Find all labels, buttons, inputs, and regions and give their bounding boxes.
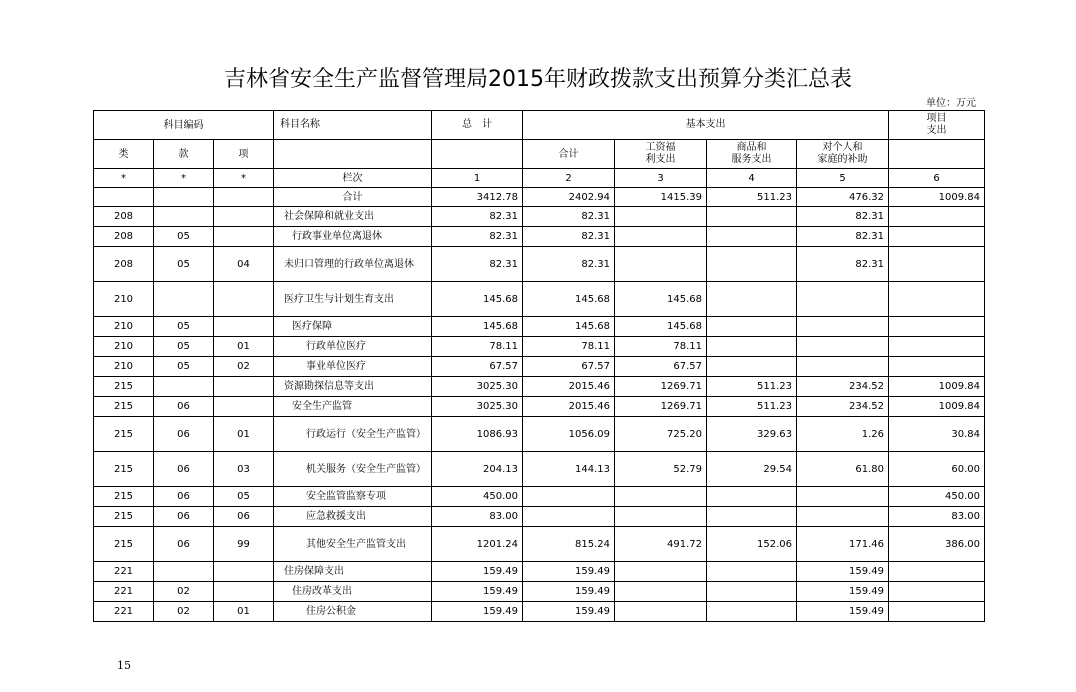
- cell-project: 450.00: [889, 487, 985, 507]
- cell-lei: 210: [94, 357, 154, 377]
- cell-xiang: [214, 227, 274, 247]
- cell-wage: 78.11: [615, 337, 707, 357]
- cell-project: 1009.84: [889, 397, 985, 417]
- cell-xiang: [214, 397, 274, 417]
- cell-kuan: 05: [154, 337, 214, 357]
- cell-total: 67.57: [432, 357, 523, 377]
- cell-total: 1201.24: [432, 527, 523, 562]
- cell-sum: 145.68: [523, 282, 615, 317]
- cell-xiang: [214, 207, 274, 227]
- table-row: [94, 397, 985, 417]
- header-star-3: *: [214, 169, 274, 188]
- cell-sum: 1056.09: [523, 417, 615, 452]
- cell-name: 行政运行（安全生产监管）: [274, 417, 432, 452]
- cell-lei: 221: [94, 582, 154, 602]
- cell-wage: 1415.39: [615, 188, 707, 207]
- cell-goods: 511.23: [707, 377, 797, 397]
- header-kuan: 款: [154, 140, 214, 169]
- cell-goods: [707, 247, 797, 282]
- cell-lei: 210: [94, 317, 154, 337]
- cell-goods: 29.54: [707, 452, 797, 487]
- table-row: [94, 582, 985, 602]
- cell-wage: [615, 582, 707, 602]
- cell-goods: 511.23: [707, 188, 797, 207]
- cell-kuan: [154, 562, 214, 582]
- cell-xiang: 03: [214, 452, 274, 487]
- cell-name: 应急救援支出: [274, 507, 432, 527]
- cell-personal: [797, 337, 889, 357]
- cell-kuan: [154, 282, 214, 317]
- header-blank-total: [432, 140, 523, 169]
- table-row: [94, 357, 985, 377]
- header-n4: 4: [707, 169, 797, 188]
- table-row: [94, 527, 985, 562]
- cell-total: 204.13: [432, 452, 523, 487]
- cell-goods: [707, 317, 797, 337]
- cell-total: 145.68: [432, 317, 523, 337]
- cell-lei: 215: [94, 507, 154, 527]
- cell-project: 386.00: [889, 527, 985, 562]
- cell-wage: [615, 207, 707, 227]
- cell-kuan: [154, 207, 214, 227]
- header-n3: 3: [615, 169, 707, 188]
- cell-total: 83.00: [432, 507, 523, 527]
- cell-total: 159.49: [432, 582, 523, 602]
- cell-total: 82.31: [432, 247, 523, 282]
- cell-xiang: [214, 282, 274, 317]
- cell-sum: [523, 507, 615, 527]
- cell-project: [889, 562, 985, 582]
- table-row: [94, 317, 985, 337]
- cell-xiang: 05: [214, 487, 274, 507]
- table-row: [94, 227, 985, 247]
- cell-total: 1086.93: [432, 417, 523, 452]
- cell-kuan: [154, 377, 214, 397]
- cell-goods: 511.23: [707, 397, 797, 417]
- cell-kuan: 06: [154, 527, 214, 562]
- cell-goods: [707, 337, 797, 357]
- cell-personal: [797, 317, 889, 337]
- header-total: 总 计: [432, 111, 523, 140]
- cell-goods: 329.63: [707, 417, 797, 452]
- cell-wage: [615, 507, 707, 527]
- cell-personal: 61.80: [797, 452, 889, 487]
- cell-sum: 67.57: [523, 357, 615, 377]
- cell-goods: [707, 207, 797, 227]
- cell-project: [889, 282, 985, 317]
- header-goods: 商品和 服务支出: [707, 140, 797, 169]
- cell-personal: 82.31: [797, 227, 889, 247]
- cell-sum: 2015.46: [523, 397, 615, 417]
- cell-name: 机关服务（安全生产监管）: [274, 452, 432, 487]
- cell-project: [889, 357, 985, 377]
- cell-personal: 82.31: [797, 207, 889, 227]
- cell-xiang: [214, 188, 274, 207]
- cell-name: 未归口管理的行政单位离退休: [274, 247, 432, 282]
- cell-kuan: 06: [154, 397, 214, 417]
- table-row: [94, 282, 985, 317]
- cell-name: 医疗保障: [274, 317, 432, 337]
- cell-project: 60.00: [889, 452, 985, 487]
- table-row: [94, 188, 985, 207]
- cell-goods: [707, 357, 797, 377]
- cell-name: 行政单位医疗: [274, 337, 432, 357]
- cell-name: 医疗卫生与计划生育支出: [274, 282, 432, 317]
- cell-sum: 82.31: [523, 227, 615, 247]
- table-row: [94, 207, 985, 227]
- header-xiang: 项: [214, 140, 274, 169]
- cell-project: [889, 337, 985, 357]
- cell-project: [889, 227, 985, 247]
- header-lei: 类: [94, 140, 154, 169]
- cell-lei: 221: [94, 602, 154, 622]
- table-row: [94, 562, 985, 582]
- cell-wage: [615, 247, 707, 282]
- cell-sum: 82.31: [523, 247, 615, 282]
- cell-lei: 208: [94, 227, 154, 247]
- cell-personal: 234.52: [797, 397, 889, 417]
- cell-goods: [707, 227, 797, 247]
- table-row: [94, 417, 985, 452]
- cell-sum: 2015.46: [523, 377, 615, 397]
- cell-wage: [615, 227, 707, 247]
- cell-total: 159.49: [432, 562, 523, 582]
- cell-personal: 476.32: [797, 188, 889, 207]
- header-row-1: [94, 111, 985, 140]
- cell-wage: [615, 562, 707, 582]
- cell-lei: 210: [94, 282, 154, 317]
- table-row: [94, 602, 985, 622]
- cell-personal: [797, 357, 889, 377]
- cell-goods: [707, 282, 797, 317]
- cell-sum: 144.13: [523, 452, 615, 487]
- cell-wage: 1269.71: [615, 377, 707, 397]
- table-row: [94, 507, 985, 527]
- table-row: [94, 337, 985, 357]
- table-row: [94, 247, 985, 282]
- header-project: 项目 支出: [889, 111, 985, 140]
- cell-lei: 215: [94, 487, 154, 507]
- cell-xiang: 02: [214, 357, 274, 377]
- cell-name: 资源勘探信息等支出: [274, 377, 432, 397]
- cell-xiang: 01: [214, 417, 274, 452]
- cell-personal: 234.52: [797, 377, 889, 397]
- cell-total: 159.49: [432, 602, 523, 622]
- header-sum: 合计: [523, 140, 615, 169]
- cell-wage: 145.68: [615, 282, 707, 317]
- cell-wage: 1269.71: [615, 397, 707, 417]
- header-n1: 1: [432, 169, 523, 188]
- cell-xiang: 04: [214, 247, 274, 282]
- cell-goods: [707, 562, 797, 582]
- header-n6: 6: [889, 169, 985, 188]
- cell-personal: 159.49: [797, 582, 889, 602]
- cell-name: 住房改革支出: [274, 582, 432, 602]
- cell-kuan: 06: [154, 417, 214, 452]
- cell-lei: 215: [94, 452, 154, 487]
- cell-personal: [797, 487, 889, 507]
- cell-lei: 215: [94, 377, 154, 397]
- cell-wage: 145.68: [615, 317, 707, 337]
- cell-name: 社会保障和就业支出: [274, 207, 432, 227]
- cell-wage: 491.72: [615, 527, 707, 562]
- cell-sum: 159.49: [523, 582, 615, 602]
- cell-sum: 145.68: [523, 317, 615, 337]
- cell-sum: 159.49: [523, 602, 615, 622]
- cell-name: 事业单位医疗: [274, 357, 432, 377]
- cell-goods: [707, 507, 797, 527]
- cell-goods: [707, 487, 797, 507]
- cell-sum: 2402.94: [523, 188, 615, 207]
- header-row-3: [94, 169, 985, 188]
- cell-xiang: [214, 377, 274, 397]
- cell-project: [889, 247, 985, 282]
- cell-total: 450.00: [432, 487, 523, 507]
- cell-lei: 215: [94, 397, 154, 417]
- cell-lei: 208: [94, 207, 154, 227]
- cell-xiang: [214, 317, 274, 337]
- cell-personal: 82.31: [797, 247, 889, 282]
- cell-personal: 159.49: [797, 562, 889, 582]
- cell-kuan: [154, 188, 214, 207]
- cell-project: [889, 582, 985, 602]
- cell-project: 1009.84: [889, 188, 985, 207]
- cell-goods: 152.06: [707, 527, 797, 562]
- document-title: 吉林省安全生产监督管理局2015年财政拨款支出预算分类汇总表: [224, 67, 852, 92]
- cell-sum: 78.11: [523, 337, 615, 357]
- table-row: [94, 487, 985, 507]
- cell-project: 83.00: [889, 507, 985, 527]
- cell-xiang: 01: [214, 337, 274, 357]
- cell-kuan: 02: [154, 582, 214, 602]
- cell-name: 行政事业单位离退休: [274, 227, 432, 247]
- cell-name: 安全生产监管: [274, 397, 432, 417]
- cell-sum: 159.49: [523, 562, 615, 582]
- header-personal: 对个人和 家庭的补助: [797, 140, 889, 169]
- cell-kuan: 05: [154, 247, 214, 282]
- table-row: [94, 377, 985, 397]
- header-name: 科目名称: [274, 111, 432, 140]
- cell-name: 住房公积金: [274, 602, 432, 622]
- cell-name: 合计: [274, 188, 432, 207]
- cell-project: [889, 602, 985, 622]
- page-number: 15: [117, 659, 131, 672]
- header-star-2: *: [154, 169, 214, 188]
- cell-lei: 210: [94, 337, 154, 357]
- header-blank-name: [274, 140, 432, 169]
- header-blank-project: [889, 140, 985, 169]
- cell-lei: [94, 188, 154, 207]
- header-wage: 工资福 利支出: [615, 140, 707, 169]
- header-basic: 基本支出: [523, 111, 889, 140]
- header-n2: 2: [523, 169, 615, 188]
- cell-xiang: [214, 582, 274, 602]
- cell-total: 3412.78: [432, 188, 523, 207]
- cell-kuan: 05: [154, 317, 214, 337]
- cell-lei: 215: [94, 527, 154, 562]
- cell-project: 1009.84: [889, 377, 985, 397]
- cell-xiang: [214, 562, 274, 582]
- cell-personal: 159.49: [797, 602, 889, 622]
- cell-personal: 1.26: [797, 417, 889, 452]
- cell-name: 其他安全生产监管支出: [274, 527, 432, 562]
- cell-total: 82.31: [432, 207, 523, 227]
- cell-personal: 171.46: [797, 527, 889, 562]
- header-row-2: [94, 140, 985, 169]
- cell-sum: [523, 487, 615, 507]
- cell-kuan: 06: [154, 487, 214, 507]
- cell-name: 安全监管监察专项: [274, 487, 432, 507]
- cell-wage: 52.79: [615, 452, 707, 487]
- cell-personal: [797, 282, 889, 317]
- cell-kuan: 02: [154, 602, 214, 622]
- cell-lei: 208: [94, 247, 154, 282]
- cell-name: 住房保障支出: [274, 562, 432, 582]
- header-star-1: *: [94, 169, 154, 188]
- cell-xiang: 06: [214, 507, 274, 527]
- cell-sum: 815.24: [523, 527, 615, 562]
- cell-wage: 67.57: [615, 357, 707, 377]
- cell-total: 145.68: [432, 282, 523, 317]
- cell-wage: [615, 602, 707, 622]
- header-lanci: 栏次: [274, 169, 432, 188]
- cell-project: [889, 317, 985, 337]
- cell-total: 82.31: [432, 227, 523, 247]
- cell-goods: [707, 582, 797, 602]
- unit-label: 单位：万元: [926, 98, 976, 109]
- budget-table: [93, 110, 985, 622]
- cell-project: [889, 207, 985, 227]
- cell-kuan: 05: [154, 227, 214, 247]
- cell-wage: [615, 487, 707, 507]
- cell-total: 3025.30: [432, 377, 523, 397]
- cell-sum: 82.31: [523, 207, 615, 227]
- cell-kuan: 06: [154, 452, 214, 487]
- cell-total: 78.11: [432, 337, 523, 357]
- cell-goods: [707, 602, 797, 622]
- cell-kuan: 05: [154, 357, 214, 377]
- cell-personal: [797, 507, 889, 527]
- header-code: 科目编码: [94, 111, 274, 140]
- cell-lei: 221: [94, 562, 154, 582]
- cell-lei: 215: [94, 417, 154, 452]
- table-row: [94, 452, 985, 487]
- cell-total: 3025.30: [432, 397, 523, 417]
- header-n5: 5: [797, 169, 889, 188]
- cell-xiang: 99: [214, 527, 274, 562]
- cell-wage: 725.20: [615, 417, 707, 452]
- cell-xiang: 01: [214, 602, 274, 622]
- cell-project: 30.84: [889, 417, 985, 452]
- cell-kuan: 06: [154, 507, 214, 527]
